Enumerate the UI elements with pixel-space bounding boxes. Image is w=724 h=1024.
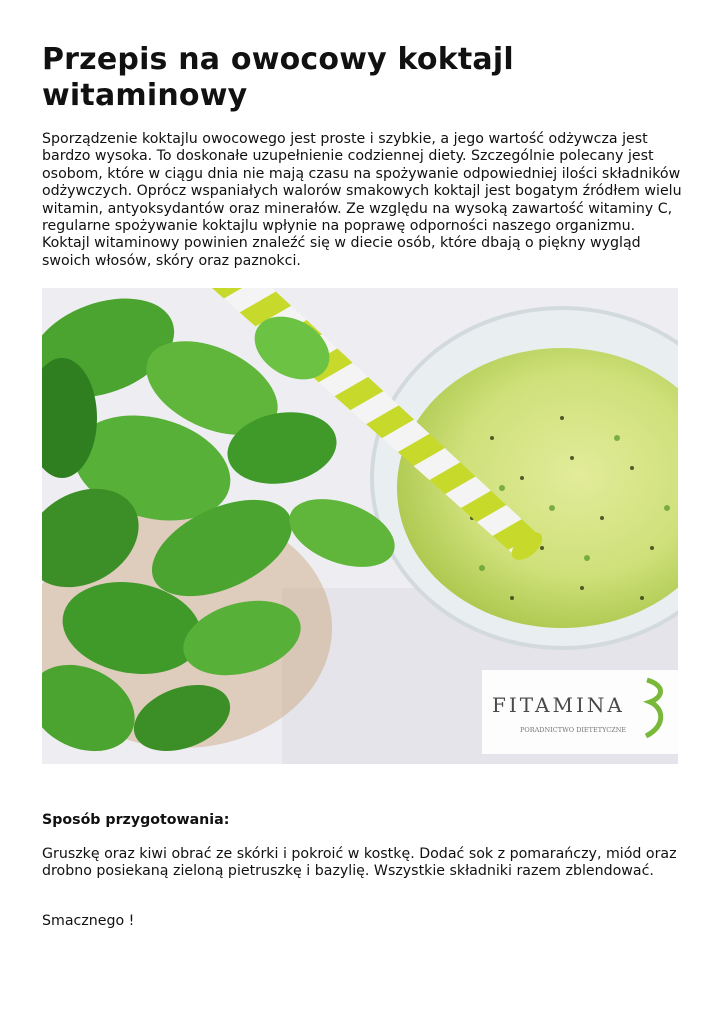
watermark-brand: FITAMINA	[492, 693, 625, 717]
closing-text: Smacznego !	[42, 913, 135, 929]
intro-paragraph: Sporządzenie koktajlu owocowego jest proste i szybkie, a jego wartość odżywcza jest bardzo wysoka. To doskonałe uzupełnienie codziennej diety. Szczególnie polecany jest osobom, które w ciągu dnia nie mają czasu na spożywanie odpowiedniej ilości składników odżywczych. Oprócz wspaniałych walorów smakowych koktajl jest bogatym źródłem wielu witamin, antyoksydantów oraz minerałów. Ze względu na wysoką zawartość witaminy C, regularne spożywanie koktajlu wpłynie na poprawę odporności naszego organizmu. Koktajl witaminowy powinien znaleźć się w diecie osób, które dbają o piękny wygląd swoich włosów, skóry oraz paznokci.	[42, 131, 682, 269]
preparation-text: Gruszkę oraz kiwi obrać ze skórki i pokroić w kostkę. Dodać sok z pomarańczy, miód oraz drobno posiekaną zieloną pietruszkę i bazylię. Wszystkie składniki razem zblendować.	[42, 846, 677, 880]
watermark	[482, 670, 678, 754]
preparation-heading: Sposób przygotowania:	[42, 812, 230, 828]
page-title: Przepis na owocowy koktajl witaminowy	[42, 42, 514, 113]
smoothie-photo	[42, 288, 678, 764]
watermark-tagline: PORADNICTWO DIETETYCZNE	[520, 726, 627, 734]
